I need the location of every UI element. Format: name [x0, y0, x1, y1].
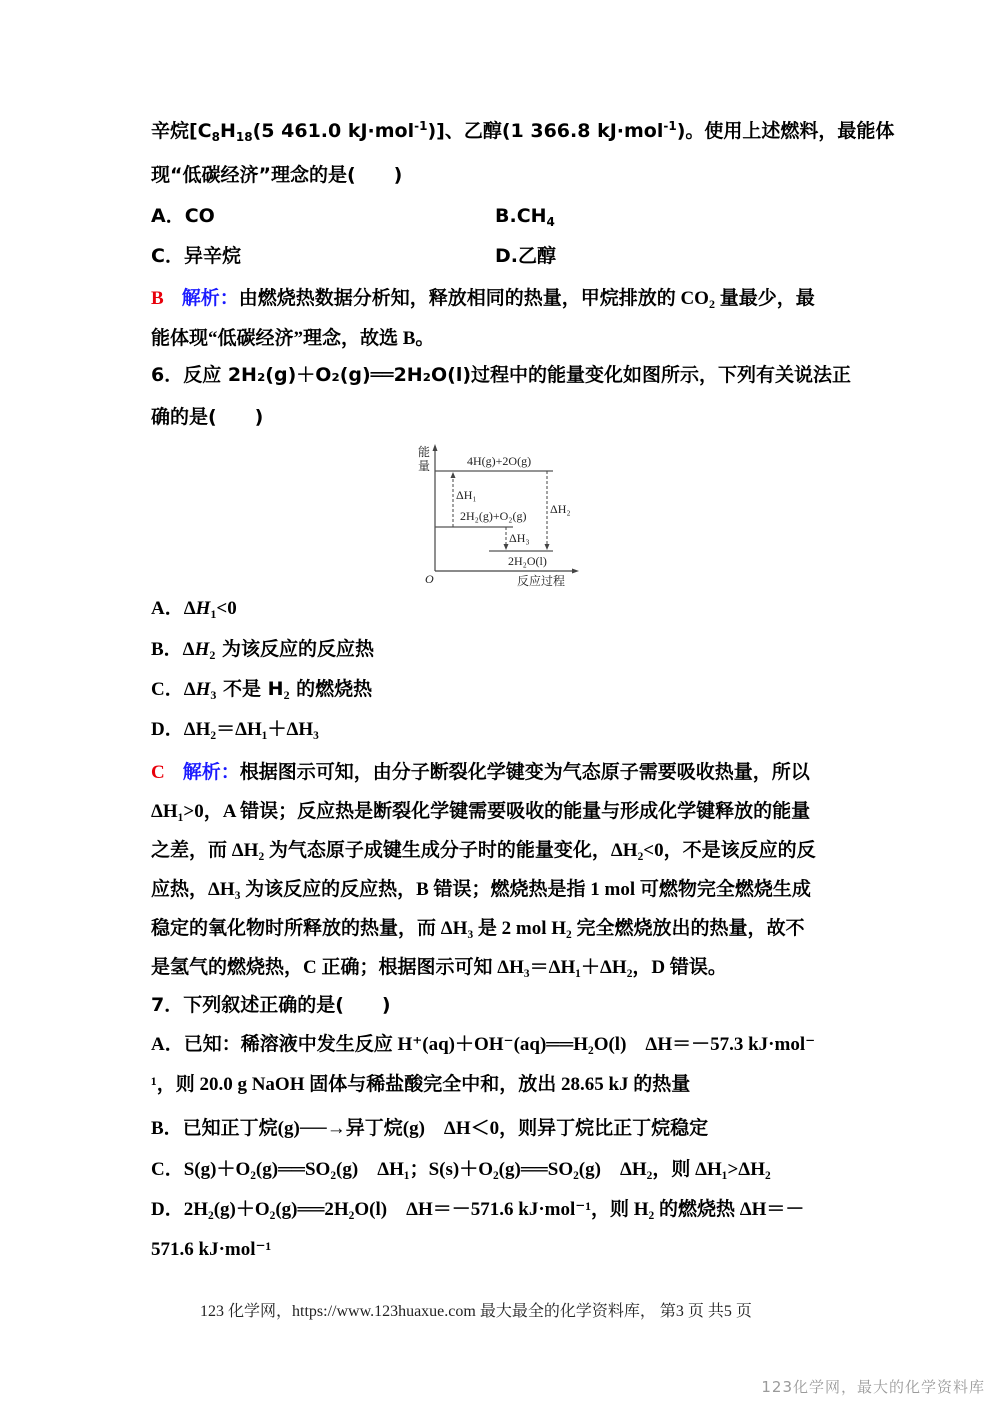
- q5-option-b: [495, 204, 555, 228]
- y-axis-label-1: 能: [418, 445, 431, 459]
- option-text: H: [194, 639, 210, 660]
- analysis-text: 根据图示可知，由分子断裂化学键变为气态原子需要吸收热量，所以: [239, 762, 810, 783]
- subscript: 2: [283, 688, 290, 702]
- subscript: 1: [210, 607, 217, 621]
- subscript: 8: [211, 130, 220, 144]
- q5-stem-line-1: [151, 119, 894, 143]
- q5-stem-text: 辛烷[C: [151, 120, 212, 142]
- answer-letter: B: [151, 288, 164, 309]
- level-bottom-label: 2H₂O(l): [508, 554, 547, 568]
- q7-option-a-line-2: ¹，则 20.0 g NaOH 固体与稀盐酸完全中和，放出 28.65 kJ 的热量: [151, 1074, 691, 1095]
- q5-option-d: D.乙醇: [495, 245, 556, 267]
- y-axis-label-2: 量: [418, 459, 431, 473]
- subscript: 18: [235, 130, 253, 144]
- option-text: A．Δ: [151, 598, 196, 619]
- option-text: 的燃烧热: [289, 678, 373, 700]
- q5-option-a: A．CO: [151, 205, 215, 227]
- q6-option-d: D．ΔH₂＝ΔH₁＋ΔH₃: [151, 719, 319, 740]
- q5-stem-line-2: 现“低碳经济”理念的是( ): [151, 164, 403, 186]
- option-text: H: [195, 598, 211, 619]
- analysis-text: 量最少，最: [714, 288, 815, 309]
- option-text: <0: [216, 598, 237, 619]
- q7-option-a-line-1: A．已知：稀溶液中发生反应 H⁺(aq)＋OH⁻(aq)══H₂O(l) ΔH＝－57.3 kJ·mol⁻: [151, 1034, 816, 1055]
- q5-stem-text: )]、乙醇(1 366.8 kJ·mol: [427, 120, 664, 142]
- level-top-label: 4H(g)+2O(g): [467, 454, 532, 468]
- page-footer: 123 化学网，https://www.123huaxue.com 最大最全的化学资料库， 第3 页 共5 页: [200, 1303, 752, 1320]
- superscript: -1: [663, 119, 677, 133]
- x-axis-arrow-icon: [572, 569, 579, 574]
- analysis-text: 由燃烧热数据分析知，释放相同的热量，甲烷排放的 CO: [238, 288, 709, 309]
- q5-stem-text: )。使用上述燃料，最能体: [676, 120, 895, 142]
- q6-analysis-line-2: ΔH₁>0，A 错误；反应热是断裂化学键需要吸收的能量与形成化学键释放的能量: [151, 801, 811, 822]
- q7-option-b: B．已知正丁烷(g)──→异丁烷(g) ΔH＜0，则异丁烷比正丁烷稳定: [151, 1118, 709, 1139]
- q7-option-d-line-2: 571.6 kJ·mol⁻¹: [151, 1239, 272, 1260]
- q5-analysis-line-1: [151, 287, 815, 311]
- subscript: 2: [209, 648, 216, 662]
- analysis-label: 解析：: [181, 288, 239, 309]
- dh1-label: ΔH₁: [456, 488, 477, 502]
- energy-diagram: [405, 438, 590, 593]
- subscript: 3: [210, 688, 217, 702]
- q6-stem-line-2: 确的是( ): [151, 406, 264, 428]
- q7-stem: 7．下列叙述正确的是( ): [151, 994, 391, 1016]
- q5-stem-text: H: [220, 120, 236, 142]
- q7-option-d-line-1: D．2H₂(g)＋O₂(g)══2H₂O(l) ΔH＝－571.6 kJ·mol⁻¹，则 H₂ 的燃烧热 ΔH＝－: [151, 1199, 805, 1220]
- q5-stem-text: (5 461.0 kJ·mol: [252, 120, 415, 142]
- subscript: 2: [708, 297, 715, 311]
- subscript: 4: [546, 215, 555, 229]
- option-text: 不是 H: [216, 678, 284, 700]
- q6-analysis-line-1: [151, 761, 810, 785]
- watermark: 123化学网，最大的化学资料库: [761, 1378, 985, 1396]
- dh3-arrowhead-icon: [504, 544, 509, 550]
- q6-option-a: [151, 597, 237, 621]
- dh3-label: ΔH₃: [509, 531, 530, 545]
- dh2-arrowhead-icon: [545, 544, 550, 550]
- y-axis-arrow-icon: [433, 444, 438, 451]
- superscript: -1: [414, 119, 428, 133]
- origin-label: O: [425, 572, 434, 586]
- q5-analysis-line-2: 能体现“低碳经济”理念，故选 B。: [151, 328, 435, 349]
- option-text: B．Δ: [151, 639, 195, 660]
- option-text: C．Δ: [151, 679, 196, 700]
- level-mid-label: 2H₂(g)+O₂(g): [460, 509, 527, 523]
- dh2-label: ΔH₂: [550, 502, 571, 516]
- q6-analysis-line-4: 应热，ΔH₃ 为该反应的反应热，B 错误；燃烧热是指 1 mol 可燃物完全燃烧生成: [151, 879, 811, 900]
- q7-option-c: C．S(g)＋O₂(g)══SO₂(g) ΔH₁；S(s)＋O₂(g)══SO₂(g) ΔH₂，则 ΔH₁>ΔH₂: [151, 1159, 771, 1180]
- answer-letter: C: [151, 762, 165, 783]
- q6-option-c: [151, 677, 372, 702]
- q5-option-c: C．异辛烷: [151, 245, 241, 267]
- analysis-label: 解析：: [182, 762, 240, 783]
- option-text: H: [195, 679, 211, 700]
- dh1-arrowhead-icon: [451, 472, 456, 478]
- q6-stem-line-1: 6．反应 2H₂(g)＋O₂(g)══2H₂O(l)过程中的能量变化如图所示，下列有关说法正: [151, 364, 852, 386]
- q6-option-b: [151, 637, 374, 662]
- q6-analysis-line-3: 之差，而 ΔH₂ 为气态原子成键生成分子时的能量变化，ΔH₂<0，不是该反应的反: [151, 840, 816, 861]
- q6-analysis-line-5: 稳定的氧化物时所释放的热量，而 ΔH₃ 是 2 mol H₂ 完全燃烧放出的热量，故不: [151, 918, 805, 939]
- option-text: 为该反应的反应热: [215, 638, 374, 660]
- q6-analysis-line-6: 是氢气的燃烧热，C 正确；根据图示可知 ΔH₃＝ΔH₁＋ΔH₂，D 错误。: [151, 957, 727, 978]
- x-axis-label: 反应过程: [517, 574, 566, 588]
- option-text: B.CH: [495, 205, 547, 227]
